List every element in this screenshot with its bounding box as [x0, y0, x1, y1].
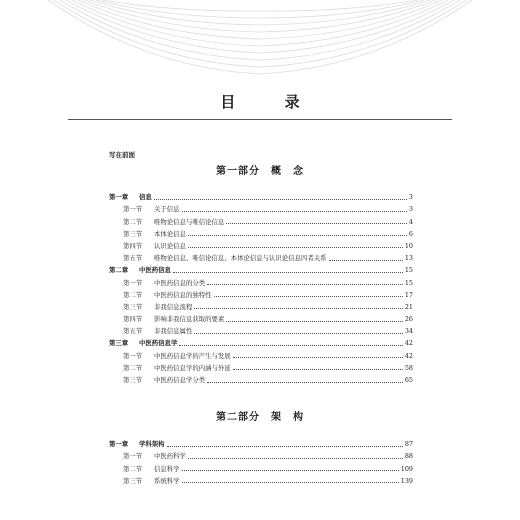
toc-entry-label: 第三节	[123, 229, 143, 238]
toc-page-number: 21	[404, 302, 413, 311]
toc-page-number: 15	[404, 278, 413, 287]
toc-dot-leader	[188, 458, 403, 459]
toc-entry-title: 中医药信息	[139, 266, 171, 275]
toc-entry-title: 中医药信息学的产生与发展	[154, 351, 231, 360]
toc-section-entry[interactable]	[109, 372, 413, 384]
toc-entry-title: 信息	[139, 193, 152, 202]
toc-entry-label: 第二节	[123, 464, 143, 473]
part-title: 第一部分 概 念	[216, 166, 304, 177]
toc-dot-leader	[214, 296, 403, 297]
toc-entry-label: 第五节	[123, 327, 143, 336]
toc-entry-title: 中医药信息的独特性	[154, 290, 212, 299]
toc-section-entry[interactable]	[109, 323, 413, 335]
toc-list-part-2	[109, 436, 413, 485]
preface-label: 写在前面	[109, 151, 135, 159]
toc-section-entry[interactable]	[109, 448, 413, 460]
toc-page-number: 10	[404, 241, 413, 250]
toc-section-entry[interactable]	[109, 299, 413, 311]
toc-dot-leader	[226, 321, 403, 322]
toc-chapter-entry[interactable]	[109, 189, 413, 201]
toc-entry-label: 第二节	[123, 290, 143, 299]
toc-entry-label: 第五节	[123, 254, 143, 263]
toc-page-number: 17	[404, 290, 413, 299]
toc-page-number: 15	[404, 266, 413, 275]
toc-dot-leader	[167, 446, 403, 447]
toc-entry-label: 第二节	[123, 217, 143, 226]
toc-dot-leader	[154, 199, 407, 200]
toc-dot-leader	[182, 470, 399, 471]
toc-page-number: 26	[404, 315, 413, 324]
toc-entry-label: 第三节	[123, 302, 143, 311]
part-title: 第二部分 架 构	[216, 412, 304, 423]
toc-chapter-entry[interactable]	[109, 436, 413, 448]
toc-entry-title: 本体论信息	[154, 229, 186, 238]
toc-entry-title: 中医药信息的分类	[154, 278, 206, 287]
toc-entry-title: 非我信息属性	[154, 327, 193, 336]
toc-entry-label: 第二章	[109, 266, 129, 275]
toc-page-number: 65	[404, 376, 413, 384]
toc-entry-title: 中医药信息学	[139, 339, 178, 348]
toc-entry-label: 第一章	[109, 193, 129, 202]
toc-dot-leader	[329, 260, 403, 261]
toc-page-number: 58	[404, 363, 413, 372]
toc-dot-leader	[226, 223, 407, 224]
toc-section-entry[interactable]	[109, 250, 413, 262]
toc-section-entry[interactable]	[109, 473, 413, 485]
toc-page-number: 13	[404, 254, 413, 263]
toc-page-number: 3	[408, 205, 413, 214]
toc-entry-title: 中医药信息学的内涵与外延	[154, 363, 231, 372]
toc-section-entry[interactable]	[109, 226, 413, 238]
toc-entry-title: 认识论信息	[154, 241, 186, 250]
toc-entry-label: 第二节	[123, 363, 143, 372]
page-title: 目 录	[220, 93, 322, 111]
toc-section-entry[interactable]	[109, 347, 413, 359]
toc-page-number: 139	[400, 476, 413, 485]
toc-chapter-entry[interactable]	[109, 262, 413, 274]
toc-section-entry[interactable]	[109, 213, 413, 225]
toc-dot-leader	[233, 369, 403, 370]
toc-section-entry[interactable]	[109, 460, 413, 472]
toc-dot-leader	[194, 333, 403, 334]
toc-entry-title: 学科架构	[139, 440, 165, 449]
toc-dot-leader	[173, 272, 403, 273]
toc-entry-label: 第一节	[123, 278, 143, 287]
toc-page-number: 42	[404, 351, 413, 360]
toc-page-number: 34	[404, 327, 413, 336]
toc-page-number: 4	[408, 217, 413, 226]
toc-dot-leader	[182, 482, 399, 483]
toc-entry-label: 第三章	[109, 339, 129, 348]
toc-page-number: 6	[408, 229, 413, 238]
toc-page-number: 3	[408, 193, 413, 202]
toc-section-entry[interactable]	[109, 360, 413, 372]
toc-entry-title: 关于信息	[154, 205, 180, 214]
toc-entry-title: 信息科学	[154, 464, 180, 473]
toc-page-number: 88	[404, 452, 413, 461]
toc-entry-label: 第一章	[109, 440, 129, 449]
toc-dot-leader	[194, 308, 403, 309]
title-divider	[68, 119, 452, 120]
toc-entry-label: 第三节	[123, 376, 143, 384]
toc-entry-label: 第四节	[123, 315, 143, 324]
toc-entry-label: 第三节	[123, 476, 143, 485]
toc-entry-title: 系统科学	[154, 476, 180, 485]
toc-entry-label: 第一节	[123, 205, 143, 214]
toc-entry-title: 影响非我信息获取的要素	[154, 315, 225, 324]
toc-section-entry[interactable]	[109, 238, 413, 250]
toc-entry-label: 第一节	[123, 351, 143, 360]
toc-entry-title: 中医药科学	[154, 452, 186, 461]
toc-section-entry[interactable]	[109, 274, 413, 286]
toc-entry-title: 唯物论信息、唯信论信息、本体论信息与认识论信息四者关系	[154, 254, 327, 263]
toc-section-entry[interactable]	[109, 287, 413, 299]
toc-dot-leader	[233, 357, 403, 358]
toc-entry-title: 中医药信息学分类	[154, 376, 206, 384]
toc-chapter-entry[interactable]	[109, 335, 413, 347]
toc-entry-label: 第一节	[123, 452, 143, 461]
toc-dot-leader	[179, 345, 403, 346]
toc-page-number: 42	[404, 339, 413, 348]
toc-page-number: 87	[404, 440, 413, 449]
toc-dot-leader	[182, 211, 407, 212]
toc-entry-title: 非我信息流程	[154, 302, 193, 311]
toc-section-entry[interactable]	[109, 201, 413, 213]
toc-list-part-1	[109, 189, 413, 384]
toc-dot-leader	[207, 284, 403, 285]
toc-dot-leader	[207, 382, 403, 383]
toc-dot-leader	[188, 235, 407, 236]
toc-entry-title: 唯物论信息与唯信论信息	[154, 217, 225, 226]
toc-section-entry[interactable]	[109, 311, 413, 323]
toc-page-number: 109	[400, 464, 413, 473]
toc-entry-label: 第四节	[123, 241, 143, 250]
toc-dot-leader	[188, 247, 403, 248]
